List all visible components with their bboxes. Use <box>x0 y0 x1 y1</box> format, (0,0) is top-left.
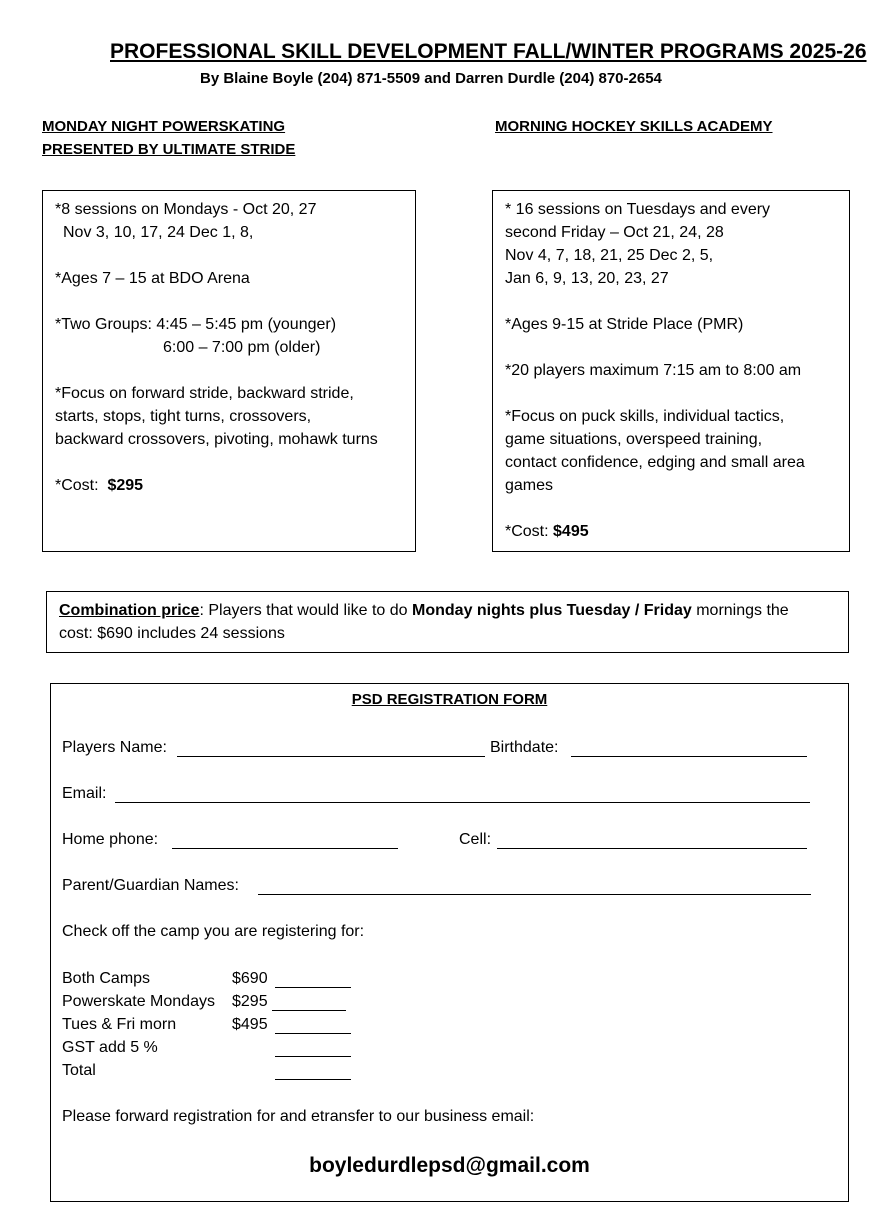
players-name-label: Players Name: <box>62 739 167 756</box>
morning-heading: MORNING HOCKEY SKILLS ACADEMY <box>495 118 773 135</box>
monday-sessions-line2: Nov 3, 10, 17, 24 Dec 1, 8, <box>63 224 254 241</box>
forward-instructions: Please forward registration for and etransfer to our business email: <box>62 1108 535 1125</box>
monday-groups-line2: 6:00 – 7:00 pm (older) <box>163 339 321 356</box>
morning-focus-line4: games <box>505 477 554 494</box>
monday-groups-line1: *Two Groups: 4:45 – 5:45 pm (younger) <box>55 316 337 333</box>
morning-focus-line3: contact confidence, edging and small area <box>505 454 805 471</box>
monday-cost-value: $295 <box>107 477 144 494</box>
email-label: Email: <box>62 785 107 802</box>
morning-sessions-line2: second Friday – Oct 21, 24, 28 <box>505 224 724 241</box>
email-field[interactable] <box>115 802 810 803</box>
birthdate-field[interactable] <box>571 756 807 757</box>
option-total-label: Total <box>62 1062 96 1079</box>
monday-sessions-line1: *8 sessions on Mondays - Oct 20, 27 <box>55 201 317 218</box>
parent-guardian-label: Parent/Guardian Names: <box>62 877 239 894</box>
morning-sessions-line1: * 16 sessions on Tuesdays and every <box>505 201 771 218</box>
parent-guardian-field[interactable] <box>258 894 811 895</box>
morning-details-box <box>492 190 850 552</box>
monday-details-box <box>42 190 416 552</box>
monday-heading-line2: PRESENTED BY ULTIMATE STRIDE <box>42 141 296 158</box>
option-tues-fri-checkline[interactable] <box>275 1033 351 1034</box>
monday-ages: *Ages 7 – 15 at BDO Arena <box>55 270 250 287</box>
combination-text2: mornings the <box>691 602 789 619</box>
monday-focus-line2: starts, stops, tight turns, crossovers, <box>55 408 312 425</box>
home-phone-field[interactable] <box>172 848 398 849</box>
option-powerskate-label: Powerskate Mondays <box>62 993 215 1010</box>
monday-cost-label: *Cost: <box>55 477 99 494</box>
morning-ages: *Ages 9-15 at Stride Place (PMR) <box>505 316 744 333</box>
morning-players: *20 players maximum 7:15 am to 8:00 am <box>505 362 802 379</box>
page-title: PROFESSIONAL SKILL DEVELOPMENT FALL/WINTER PROGRAMS 2025-26 <box>110 40 867 63</box>
monday-heading <box>42 115 295 161</box>
option-both-camps-price: $690 <box>232 970 268 987</box>
monday-cost <box>55 474 415 497</box>
option-tues-fri-price: $495 <box>232 1016 268 1033</box>
option-total-line[interactable] <box>275 1079 351 1080</box>
morning-sessions-line4: Jan 6, 9, 13, 20, 23, 27 <box>505 270 669 287</box>
morning-cost <box>505 520 849 543</box>
morning-focus-line2: game situations, overspeed training, <box>505 431 763 448</box>
page-subtitle: By Blaine Boyle (204) 871-5509 and Darren Durdle (204) 870-2654 <box>200 70 662 87</box>
business-email: boyledurdlepsd@gmail.com <box>309 1154 590 1177</box>
option-both-camps-label: Both Camps <box>62 970 151 987</box>
option-tues-fri-label: Tues & Fri morn <box>62 1016 177 1033</box>
birthdate-label: Birthdate: <box>490 739 559 756</box>
option-gst-label: GST add 5 % <box>62 1039 158 1056</box>
combination-bold: Monday nights plus Tuesday / Friday <box>412 602 692 619</box>
players-name-field[interactable] <box>177 756 485 757</box>
option-gst-line[interactable] <box>275 1056 351 1057</box>
option-both-camps-checkline[interactable] <box>275 987 351 988</box>
combination-text1: : Players that would like to do <box>199 602 413 619</box>
combination-label: Combination price <box>59 602 200 619</box>
monday-focus-line3: backward crossovers, pivoting, mohawk turns <box>55 431 378 448</box>
combination-price-box <box>46 591 849 653</box>
cell-label: Cell: <box>459 831 492 848</box>
form-title: PSD REGISTRATION FORM <box>351 691 548 708</box>
morning-cost-value: $495 <box>553 523 589 540</box>
morning-cost-label: *Cost: <box>505 523 549 540</box>
home-phone-label: Home phone: <box>62 831 159 848</box>
combination-line2: cost: $690 includes 24 sessions <box>59 625 285 642</box>
cell-field[interactable] <box>497 848 807 849</box>
morning-sessions-line3: Nov 4, 7, 18, 21, 25 Dec 2, 5, <box>505 247 714 264</box>
option-powerskate-checkline[interactable] <box>272 1010 346 1011</box>
option-powerskate-price: $295 <box>232 993 268 1010</box>
morning-focus-line1: *Focus on puck skills, individual tactics, <box>505 408 785 425</box>
monday-focus-line1: *Focus on forward stride, backward stride, <box>55 385 354 402</box>
monday-heading-line1: MONDAY NIGHT POWERSKATING <box>42 118 286 135</box>
registration-form <box>50 683 849 1202</box>
check-prompt: Check off the camp you are registering for: <box>62 923 365 940</box>
